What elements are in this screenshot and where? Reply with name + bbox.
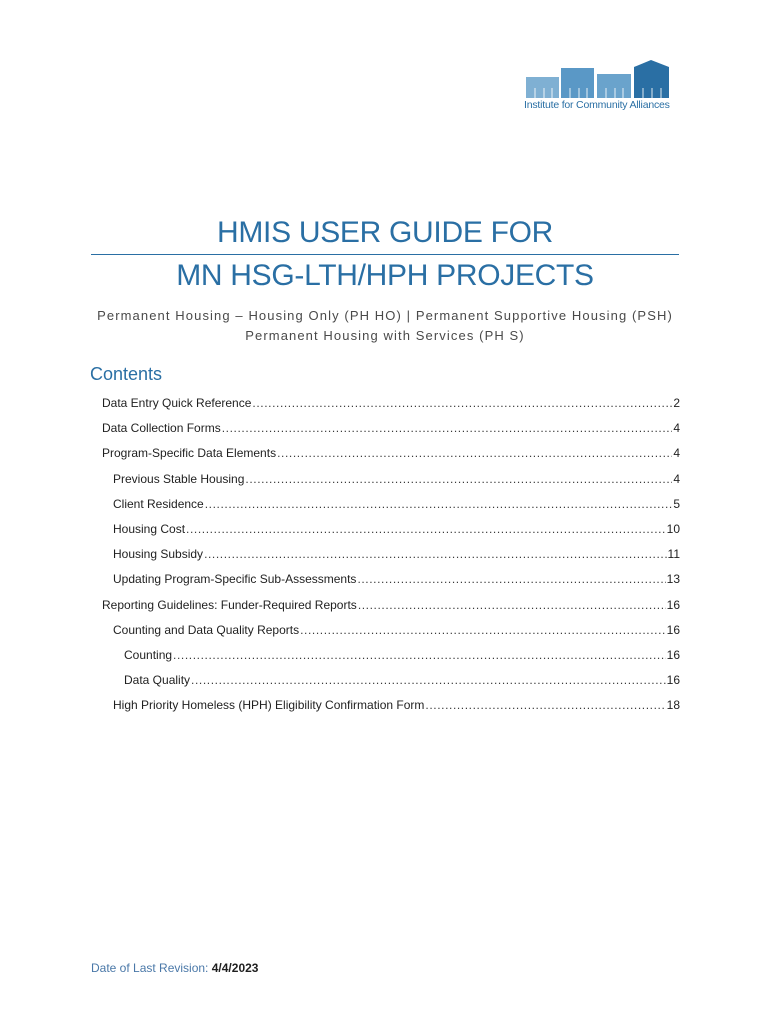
toc-entry-page: 5	[673, 496, 680, 511]
toc-entry[interactable]	[102, 648, 680, 673]
logo-bar-2	[561, 68, 594, 98]
toc-entry-page: 10	[666, 521, 680, 536]
toc-entry[interactable]	[102, 623, 680, 648]
toc-entry[interactable]	[102, 547, 680, 572]
revision-label: Date of Last Revision:	[91, 961, 209, 975]
toc-entry[interactable]	[102, 673, 680, 698]
toc-leader	[173, 648, 666, 662]
toc-entry[interactable]	[102, 421, 680, 446]
toc-entry-page: 2	[673, 396, 680, 410]
toc-entry-label: High Priority Homeless (HPH) Eligibility Confirmation Form	[113, 698, 425, 713]
logo-bar-1	[526, 77, 559, 98]
toc-entry-page: 4	[673, 446, 680, 461]
toc-entry-page: 18	[666, 698, 680, 713]
toc-entry[interactable]	[102, 572, 680, 597]
table-of-contents	[102, 396, 680, 723]
toc-entry-page: 11	[667, 547, 680, 562]
toc-entry-label: Data Quality	[124, 673, 191, 688]
toc-entry-page: 16	[666, 622, 680, 637]
toc-entry-page: 13	[666, 572, 680, 587]
contents-heading: Contents	[90, 364, 163, 384]
toc-leader	[222, 421, 673, 435]
toc-entry-label: Housing Subsidy	[113, 547, 204, 562]
toc-entry-page: 16	[666, 597, 680, 612]
title-line-2: MN HSG-LTH/HPH PROJECTS	[176, 259, 594, 292]
toc-entry-label: Client Residence	[113, 496, 204, 511]
toc-leader	[205, 497, 673, 511]
toc-leader	[277, 446, 672, 460]
toc-entry[interactable]	[102, 497, 680, 522]
toc-entry-label: Program-Specific Data Elements	[102, 446, 277, 461]
toc-leader	[425, 698, 665, 712]
toc-entry-label: Housing Cost	[113, 521, 186, 536]
document-title	[91, 214, 679, 295]
toc-entry-label: Reporting Guidelines: Funder-Required Reports	[102, 597, 357, 612]
toc-entry[interactable]	[102, 698, 680, 723]
toc-entry[interactable]	[102, 396, 680, 421]
toc-entry-page: 16	[666, 647, 680, 662]
toc-entry-label: Previous Stable Housing	[113, 471, 245, 486]
toc-entry-label: Counting	[124, 647, 173, 662]
logo-bar-3	[597, 74, 631, 98]
ica-logo-mark	[524, 58, 674, 98]
toc-leader	[191, 673, 666, 687]
title-line-1: HMIS USER GUIDE FOR	[217, 216, 553, 249]
ica-logo	[524, 58, 674, 114]
toc-entry-label: Updating Program-Specific Sub-Assessments	[113, 572, 357, 587]
toc-entry-label: Counting and Data Quality Reports	[113, 622, 300, 637]
toc-entry-label: Data Collection Forms	[102, 421, 221, 436]
toc-leader	[358, 598, 666, 612]
toc-entry[interactable]	[102, 472, 680, 497]
toc-leader	[204, 547, 666, 561]
toc-entry-page: 4	[673, 471, 680, 486]
document-subtitle	[60, 306, 710, 346]
toc-entry-page: 16	[666, 673, 680, 688]
toc-leader	[252, 396, 672, 410]
subtitle-line-2: Permanent Housing with Services (PH S)	[245, 328, 525, 343]
title-divider	[91, 254, 679, 255]
logo-org-name: Institute for Community Alliances	[524, 99, 670, 111]
toc-entry-page: 4	[673, 421, 680, 436]
revision-footer	[91, 961, 258, 975]
toc-leader	[186, 522, 666, 536]
toc-entry[interactable]	[102, 598, 680, 623]
toc-leader	[245, 472, 672, 486]
toc-entry-label: Data Entry Quick Reference	[102, 396, 252, 410]
revision-date: 4/4/2023	[211, 961, 259, 975]
toc-entry[interactable]	[102, 446, 680, 471]
toc-leader	[357, 572, 665, 586]
toc-entry[interactable]	[102, 522, 680, 547]
toc-leader	[300, 623, 666, 637]
subtitle-line-1: Permanent Housing – Housing Only (PH HO) | Permanent Supportive Housing (PSH)	[97, 308, 673, 323]
